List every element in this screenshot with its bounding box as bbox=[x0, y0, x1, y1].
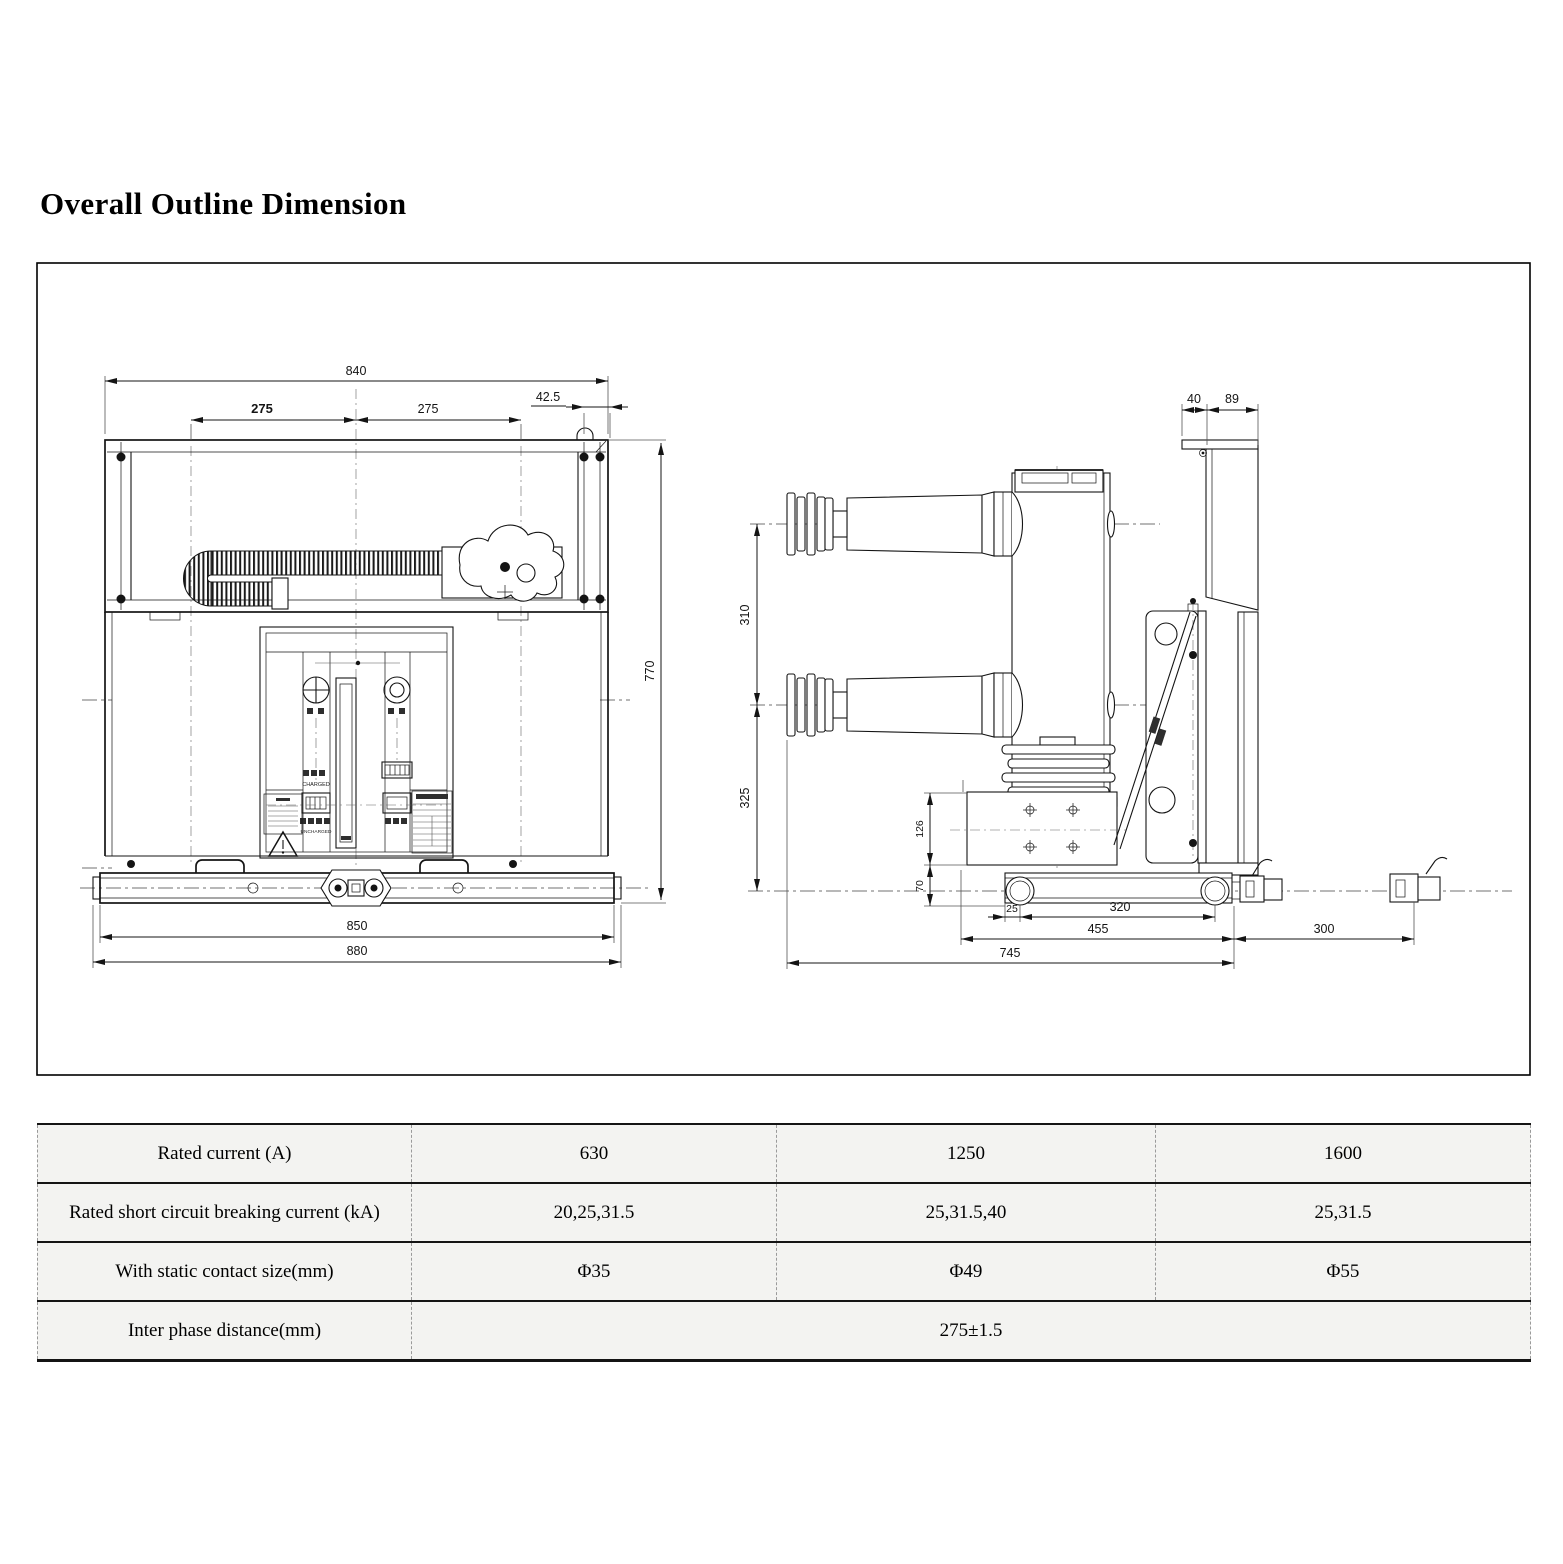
grounding-bracket bbox=[1390, 857, 1447, 902]
cell-value: Φ35 bbox=[412, 1242, 777, 1301]
rear-frame bbox=[1114, 440, 1258, 875]
control-panel bbox=[260, 627, 453, 858]
dim-wheel-spacing: 320 bbox=[1109, 900, 1131, 914]
operation-counter bbox=[382, 762, 412, 778]
dim-overall-depth: 745 bbox=[999, 946, 1021, 960]
mounting-plate bbox=[950, 780, 1130, 865]
dim-base-width: 850 bbox=[346, 919, 368, 933]
dim-lower-pole-height: 325 bbox=[738, 787, 752, 809]
dim-body-depth: 455 bbox=[1087, 922, 1109, 936]
dim-panel-top-b: 89 bbox=[1225, 392, 1239, 406]
table-row-phase-distance bbox=[38, 1301, 1531, 1361]
front-view bbox=[80, 364, 666, 968]
corner-bolt bbox=[580, 595, 589, 604]
nameplate bbox=[412, 791, 452, 853]
dim-phase-right: 275 bbox=[417, 402, 439, 416]
dim-pole-spacing: 310 bbox=[738, 604, 752, 626]
spec-table bbox=[37, 1123, 1531, 1362]
table-row-contact-size bbox=[38, 1242, 1531, 1301]
corner-bolt bbox=[117, 453, 126, 462]
dim-panel-top-a: 40 bbox=[1187, 392, 1201, 406]
cell-value: 25,31.5,40 bbox=[777, 1183, 1156, 1242]
table-row-breaking-current bbox=[38, 1183, 1531, 1242]
upper-bushing bbox=[787, 492, 1023, 556]
charged-label: CHARGED bbox=[302, 782, 330, 788]
row-label: Inter phase distance(mm) bbox=[38, 1301, 412, 1361]
drawing-border bbox=[37, 263, 1530, 1075]
dim-overall-base-width: 880 bbox=[346, 944, 368, 958]
page-title: Overall Outline Dimension bbox=[40, 186, 407, 221]
dim-overall-width: 840 bbox=[345, 364, 367, 378]
latch-hook bbox=[442, 525, 564, 601]
uncharged-label: UNCHARGED bbox=[300, 830, 332, 835]
handle bbox=[420, 860, 468, 873]
corner-bolt bbox=[117, 595, 126, 604]
dim-base-height: 70 bbox=[914, 880, 926, 892]
lower-bushing bbox=[787, 673, 1023, 737]
dim-wheel-offset: 25 bbox=[1006, 903, 1018, 915]
latch-tab bbox=[577, 428, 593, 440]
row-label: With static contact size(mm) bbox=[38, 1242, 412, 1301]
cell-value: 25,31.5 bbox=[1156, 1183, 1531, 1242]
open-indicator-icon bbox=[384, 677, 410, 703]
row-label: Rated short circuit breaking current (kA) bbox=[38, 1183, 412, 1242]
handle bbox=[196, 860, 244, 873]
cell-value: 1250 bbox=[777, 1124, 1156, 1183]
row-label: Rated current (A) bbox=[38, 1124, 412, 1183]
cell-value: 630 bbox=[412, 1124, 777, 1183]
dim-overall-height: 770 bbox=[643, 660, 657, 682]
corner-bolt bbox=[596, 595, 605, 604]
corner-bolt bbox=[596, 453, 605, 462]
side-view bbox=[738, 392, 1512, 969]
dim-plate-height: 126 bbox=[914, 820, 926, 838]
interlock-flag bbox=[1426, 857, 1447, 874]
corner-bolt bbox=[580, 453, 589, 462]
table-row-rated-current bbox=[38, 1124, 1531, 1183]
cell-value: 275±1.5 bbox=[412, 1301, 1531, 1361]
cell-value: Φ49 bbox=[777, 1242, 1156, 1301]
cell-value: 1600 bbox=[1156, 1124, 1531, 1183]
cell-value: Φ55 bbox=[1156, 1242, 1531, 1301]
dim-rear-extension: 300 bbox=[1313, 922, 1335, 936]
cell-value: 20,25,31.5 bbox=[412, 1183, 777, 1242]
dim-phase-left: 275 bbox=[251, 401, 273, 416]
dim-edge-offset: 42.5 bbox=[535, 390, 561, 404]
